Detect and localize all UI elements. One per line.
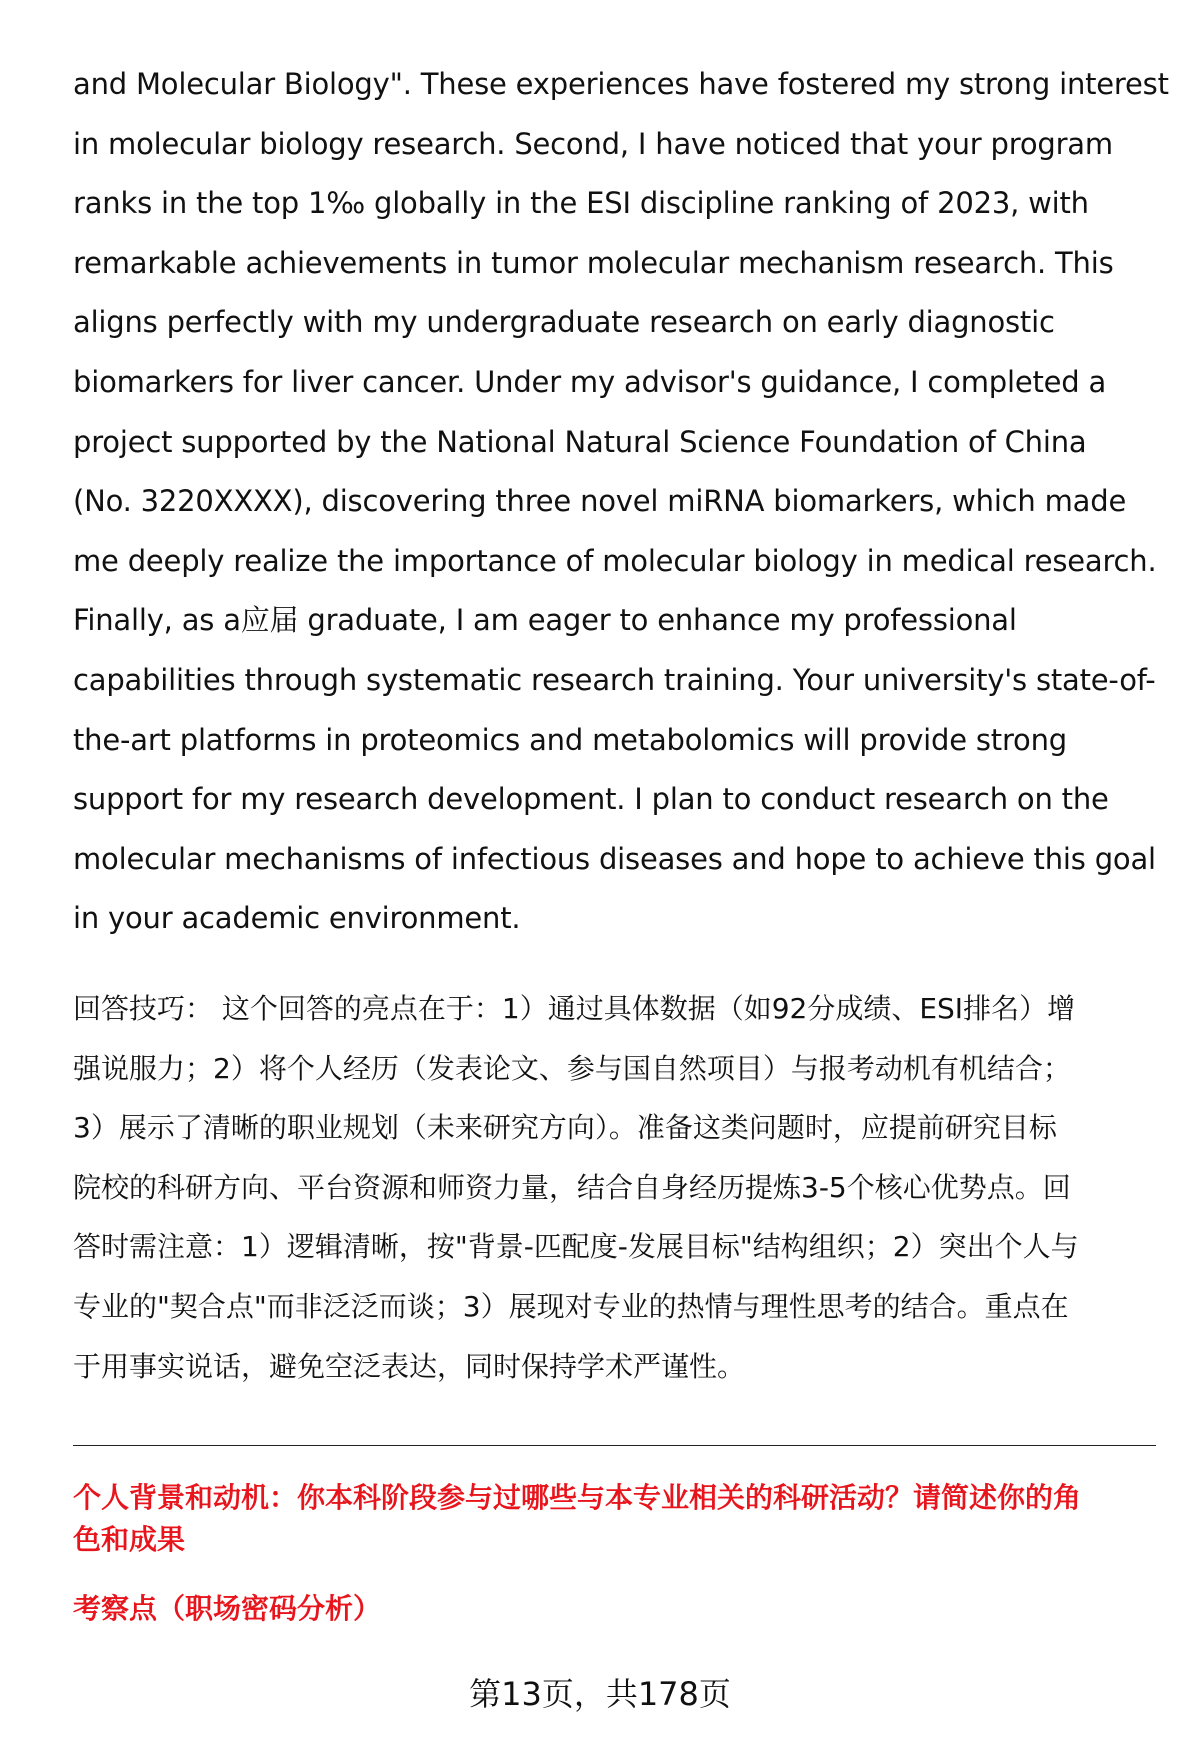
text-line: project supported by the National Natural Science Foundation of China (73, 424, 1087, 459)
text-line: support for my research development. I plan to conduct research on the (73, 782, 1109, 817)
text-line: Finally, as a应届 graduate, I am eager to enhance my professional (73, 603, 1017, 638)
section-divider (73, 1445, 1156, 1446)
text-line: 院校的科研方向、平台资源和师资力量，结合自身经历提炼3-5个核心优势点。回 (73, 1170, 1071, 1204)
text-line: 于用事实说话，避免空泛表达，同时保持学术严谨性。 (73, 1349, 746, 1383)
text-line: molecular mechanisms of infectious diseases and hope to achieve this goal (73, 841, 1156, 876)
text-line: (No. 3220XXXX), discovering three novel miRNA biomarkers, which made (73, 484, 1127, 519)
text-line: capabilities through systematic research training. Your university's state-of- (73, 663, 1156, 697)
question-heading-line: 色和成果 (73, 1523, 186, 1556)
text-line: 回答技巧： 这个回答的亮点在于：1）通过具体数据（如92分成绩、ESI排名）增 (73, 992, 1076, 1025)
question-heading-line: 个人背景和动机：你本科阶段参与过哪些与本专业相关的科研活动？请简述你的角 (73, 1481, 1082, 1514)
text-line: in your academic environment. (73, 901, 521, 936)
text-line: ranks in the top 1‰ globally in the ESI discipline ranking of 2023, with (73, 186, 1089, 221)
text-line: remarkable achievements in tumor molecular mechanism research. This (73, 245, 1114, 280)
question-subheading: 考察点（职场密码分析） (73, 1592, 382, 1625)
page-number: 第13页，共178页 (469, 1675, 731, 1713)
text-line: 答时需注意：1）逻辑清晰，按"背景-匹配度-发展目标"结构组织；2）突出个人与 (73, 1230, 1079, 1264)
text-line: 强说服力；2）将个人经历（发表论文、参与国自然项目）与报考动机有机结合； (73, 1051, 1071, 1085)
text-line: and Molecular Biology". These experiences have fostered my strong interest (73, 67, 1169, 101)
text-line: the-art platforms in proteomics and metabolomics will provide strong (73, 722, 1067, 757)
text-line: me deeply realize the importance of molecular biology in medical research. (73, 543, 1157, 578)
text-line: biomarkers for liver cancer. Under my advisor's guidance, I completed a (73, 365, 1107, 399)
text-line: 3）展示了清晰的职业规划（未来研究方向）。准备这类问题时，应提前研究目标 (73, 1111, 1057, 1145)
text-line: 专业的"契合点"而非泛泛而谈；3）展现对专业的热情与理性思考的结合。重点在 (73, 1290, 1069, 1323)
text-line: in molecular biology research. Second, I have noticed that your program (73, 126, 1113, 161)
text-line: aligns perfectly with my undergraduate research on early diagnostic (73, 305, 1055, 340)
